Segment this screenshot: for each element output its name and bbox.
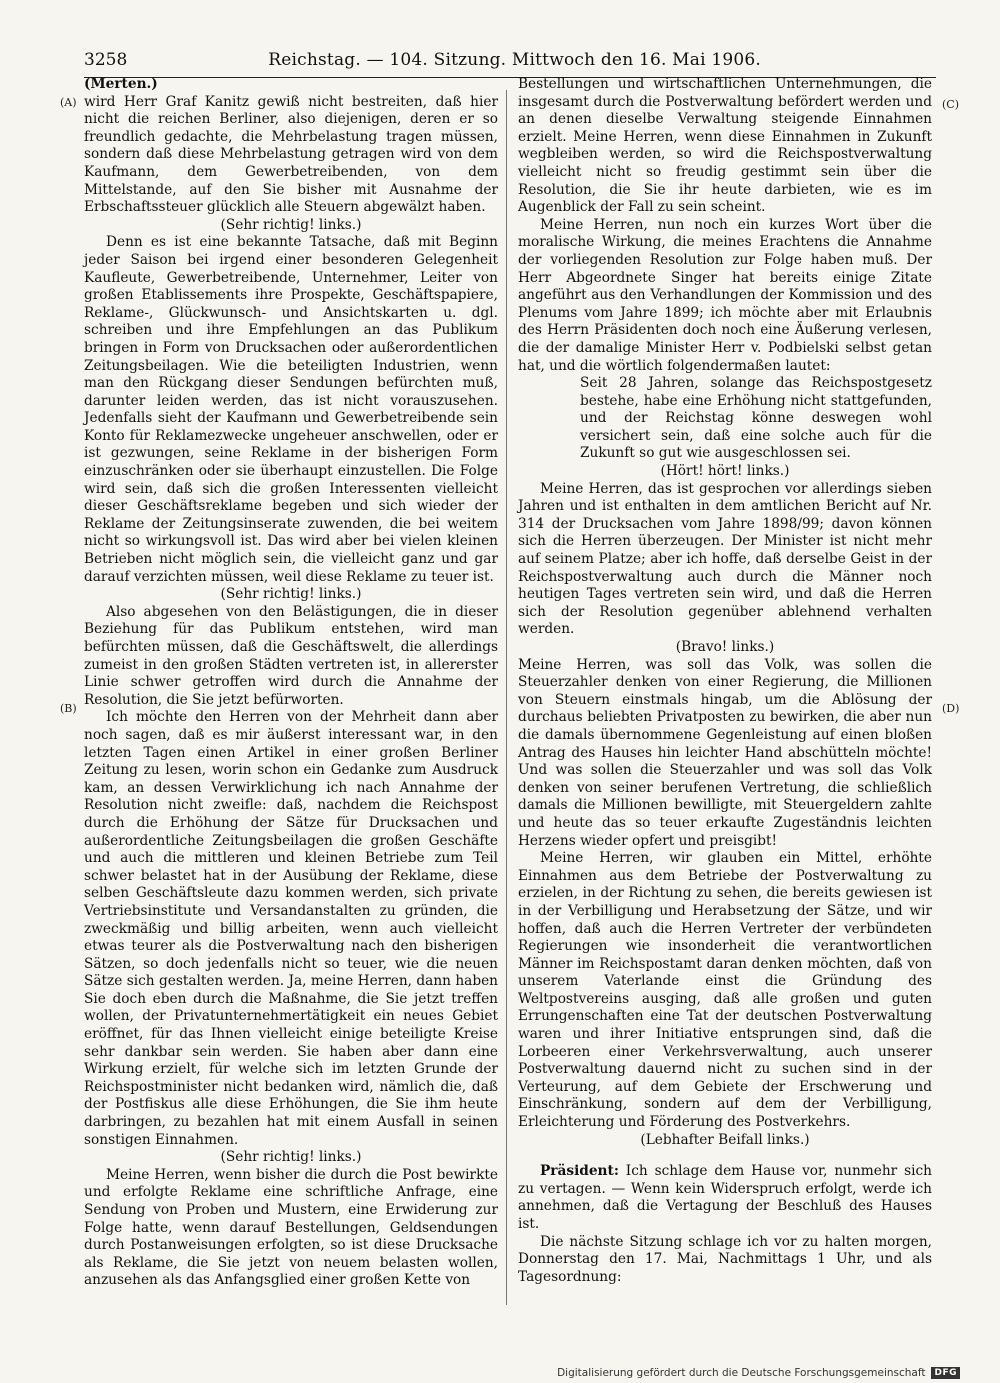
paragraph: Meine Herren, das ist gesprochen vor allerdings sieben Jahren und ist enthalten in dem amtlichen Bericht auf Nr. 314 der Drucksachen vom Jahre 1898/99; davon können sich die Herren überzeugen. Der Minister ist nicht mehr auf seinem Platze; aber ich hoffe, daß derselbe Geist in der Reichspostverwaltung auch durch die Männer noch heutigen Tages vertreten sein wird, und daß die Herren sich der Resolution gegenüber ablehnend verhalten werden.: [518, 480, 932, 638]
left-column: [84, 76, 498, 1290]
page-title: Reichstag. — 104. Sitzung. Mittwoch den 16. Mai 1906.: [268, 50, 762, 70]
speaker-tag: (Merten.): [84, 76, 158, 92]
page-number: 3258: [84, 50, 128, 70]
paragraph: Meine Herren, wenn bisher die durch die Post bewirkte und erfolgte Reklame eine schriftliche Anfrage, eine Sendung von Proben und Mustern, eine Erwiderung zur Folge hatte, wenn darauf Bestellungen, Geldsendungen durch Postanweisungen erfolgten, so ist diese Drucksache als Reklame, die Sie jetzt von neuem belasten wollen, anzusehen als das Anfangsglied einer großen Kette von: [84, 1166, 498, 1289]
footer: [557, 1367, 960, 1379]
paragraph: Bestellungen und wirtschaftlichen Unternehmungen, die insgesamt durch die Postverwaltung befördert werden und an denen dieselbe Verwaltung steigende Einnahmen erzielt. Meine Herren, wenn diese Einnahmen in Zukunft wegbleiben werden, so wird die Reichspostverwaltung vielleicht nicht so freudig gestimmt sein über die Resolution, die Sie ihr heute darbieten, wie es im Augenblick der Fall zu sein scheint.: [518, 76, 932, 216]
paragraph: Also abgesehen von den Belästigungen, die in dieser Beziehung für das Publikum entstehen, wird man befürchten müssen, daß die Geschäftswelt, die allerdings zumeist in den großen Städten vertreten ist, in allererster Linie schwer getroffen wird durch die Annahme der Resolution, die Sie jetzt befürworten.: [84, 603, 498, 708]
right-column: [518, 76, 932, 1286]
interjection: (Lebhafter Beifall links.): [640, 1131, 810, 1148]
president-text: Ich schlage dem Hause vor, nunmehr sich zu vertagen. — Wenn kein Widerspruch erfolgt, werde ich annehmen, daß die Vertagung der Beschluß des Hauses ist.: [518, 1163, 932, 1232]
margin-mark-c: (C): [942, 98, 959, 111]
paragraph: Meine Herren, was soll das Volk, was sollen die Steuerzahler denken von einer Regierung, die Millionen von Steuern einstmals hingab, um die Ablösung der durchaus beliebten Privatposten zu bewirken, die aber nun die damals übernommene Gegenleistung auf einen bloßen Antrag des Hauses hin leichter Hand abschütteln möchte! Und was sollen die Steuerzahler und was soll das Volk denken von seiner berufenen Vertretung, die schließlich damals die Millionen bewilligte, mit Steuergeldern zahlte und heute das so teuer erkaufte Zugeständnis leichten Herzens wieder opfert und preisgibt!: [518, 656, 932, 849]
dfg-logo-icon: DFG: [931, 1367, 960, 1379]
interjection: (Sehr richtig! links.): [220, 1149, 362, 1166]
paragraph: wird Herr Graf Kanitz gewiß nicht bestreiten, daß hier nicht die reichen Berliner, also diejenigen, deren er so freundlich gedachte, die Mehrbelastung tragen müssen, sondern daß diese Mehrbelastung getragen wird von dem Kaufmann, dem Gewerbetreibenden, von dem Mittelstande, auf den Sie bisher mit Ausnahme der Erbschaftssteuer glücklich alle Steuern abgewälzt haben.: [84, 93, 498, 216]
interjection: (Sehr richtig! links.): [220, 216, 362, 233]
paragraph: Meine Herren, nun noch ein kurzes Wort über die moralische Wirkung, die meines Erachtens die Annahme der vorliegenden Resolution zur Folge haben muß. Der Herr Abgeordnete Singer hat bereits einige Zitate angeführt aus den Verhandlungen der Kommission und des Plenums vom Jahre 1899; ich möchte aber mit Erlaubnis des Herrn Präsidenten doch noch eine Äußerung verlesen, die der damalige Minister Herr v. Podbielski selbst getan hat, und die wörtlich folgendermaßen lautet:: [518, 216, 932, 374]
margin-mark-b: (B): [60, 702, 77, 715]
president-statement: [518, 1163, 932, 1233]
paragraph: Die nächste Sitzung schlage ich vor zu halten morgen, Donnerstag den 17. Mai, Nachmittags 1 Uhr, und als Tagesordnung:: [518, 1233, 932, 1285]
interjection: (Sehr richtig! links.): [220, 586, 362, 603]
page-header: [84, 50, 936, 78]
interjection: (Bravo! links.): [675, 639, 775, 655]
column-separator: [506, 90, 507, 1305]
president-label: Präsident:: [540, 1163, 619, 1180]
margin-mark-d: (D): [942, 702, 960, 715]
interjection: (Hört! hört! links.): [660, 463, 790, 480]
margin-mark-a: (A): [60, 96, 77, 109]
paragraph: Ich möchte den Herren von der Mehrheit dann aber noch sagen, daß es mir äußerst interessant war, in den letzten Tagen einen Artikel in einer großen Berliner Zeitung zu lesen, worin schon ein Gedanke zum Ausdruck kam, an dessen Verwirklichung ich nach Annahme der Resolution nicht zweifle: daß, nachdem die Reichspost durch die Erhöhung der Sätze für Drucksachen und außerordentliche Zeitungsbeilagen die großen Geschäfte und auch die mittleren und kleinen Betriebe zum Teil schwer belastet hat in der Ausübung der Reklame, diese selben Geschäftsleute dazu kommen werden, sich private Vertriebsinstitute und Versandanstalten zu gründen, die zweckmäßig und billig arbeiten, wenn auch vielleicht etwas teurer als die Postverwaltung nach den bisherigen Sätzen, so doch jedenfalls nicht so teuer, wie die neuen Sätze sich gestalten werden. Ja, meine Herren, dann haben Sie doch eben durch die Maßnahme, die Sie jetzt treffen wollen, der Privatunternehmertätigkeit ein neues Gebiet eröffnet, für das Ihnen vielleicht einige beteiligte Kreise sehr dankbar sein werden. Sie haben aber dann eine Wirkung erzielt, für welche sich im letzten Grunde der Reichspostminister nicht bedanken wird, nämlich die, daß der Postfiskus alle diese Erhöhungen, die Sie ihm heute darbringen, zu bezahlen hat mit einem Ausfall in seinen sonstigen Einnahmen.: [84, 709, 498, 1148]
footer-text: Digitalisierung gefördert durch die Deutsche Forschungsgemeinschaft: [557, 1367, 926, 1379]
paragraph: Meine Herren, wir glauben ein Mittel, erhöhte Einnahmen aus dem Betriebe der Postverwaltung zu erzielen, in der Richtung zu sehen, die bereits gewiesen ist in der Verbilligung und Herabsetzung der Sätze, und wir hoffen, daß auch die Herren Vertreter der verbündeten Regierungen wie insonderheit die verantwortlichen Männer im Reichspostamt daran denken möchten, daß von unserem Vaterlande einst die Gründung des Weltpostvereins ausging, daß alle großen und guten Errungenschaften eine Tat der deutschen Postverwaltung waren und ihrer Initiative entsprungen sind, daß die Lorbeeren einer Verkehrsverwaltung, auch unserer Postverwaltung dauernd nicht zu suchen sind in der Verteurung, auf dem Gebiete der Erschwerung und Einschränkung, sondern auf dem der Verbilligung, Erleichterung und Förderung des Postverkehrs.: [518, 850, 932, 1131]
paragraph: Denn es ist eine bekannte Tatsache, daß mit Beginn jeder Saison bei irgend einer besonderen Gelegenheit Kaufleute, Gewerbetreibende, Unternehmer, Leiter von großen Etablissements ihre Prospekte, Geschäftspapiere, Reklame-, Glückwunsch- und Ansichtskarten u. dgl. schreiben und ihre Empfehlungen an das Publikum bringen in Form von Drucksachen oder außerordentlichen Zeitungsbeilagen. Wie die beteiligten Industrien, wenn man den Rückgang dieser Sendungen befürchten muß, darunter leiden werden, das ist nicht vorauszusehen. Jedenfalls sieht der Kaufmann und Gewerbetreibende sein Konto für Reklamezwecke ungeheuer anschwellen, oder er ist gezwungen, seine Reklame in der bisherigen Form einzuschränken oder sie überhaupt einzustellen. Die Folge wird sein, daß sich die großen Interessenten vielleicht dieser Geschäftsreklame begeben und sich wieder der Reklame der Zeitungsinserate zuwenden, die bei weitem nicht so wirkungsvoll ist. Das wird aber bei vielen kleinen Betrieben nicht möglich sein, die vielleicht ganz und gar darauf verzichten müssen, weil diese Reklame zu teuer ist.: [84, 234, 498, 585]
quotation: Seit 28 Jahren, solange das Reichspostgesetz bestehe, habe eine Erhöhung nicht stattgefunden, und der Reichstag könne deswegen wohl versichert sein, daß eine solche auch für die Zukunft so gut wie ausgeschlossen sei.: [580, 375, 932, 462]
